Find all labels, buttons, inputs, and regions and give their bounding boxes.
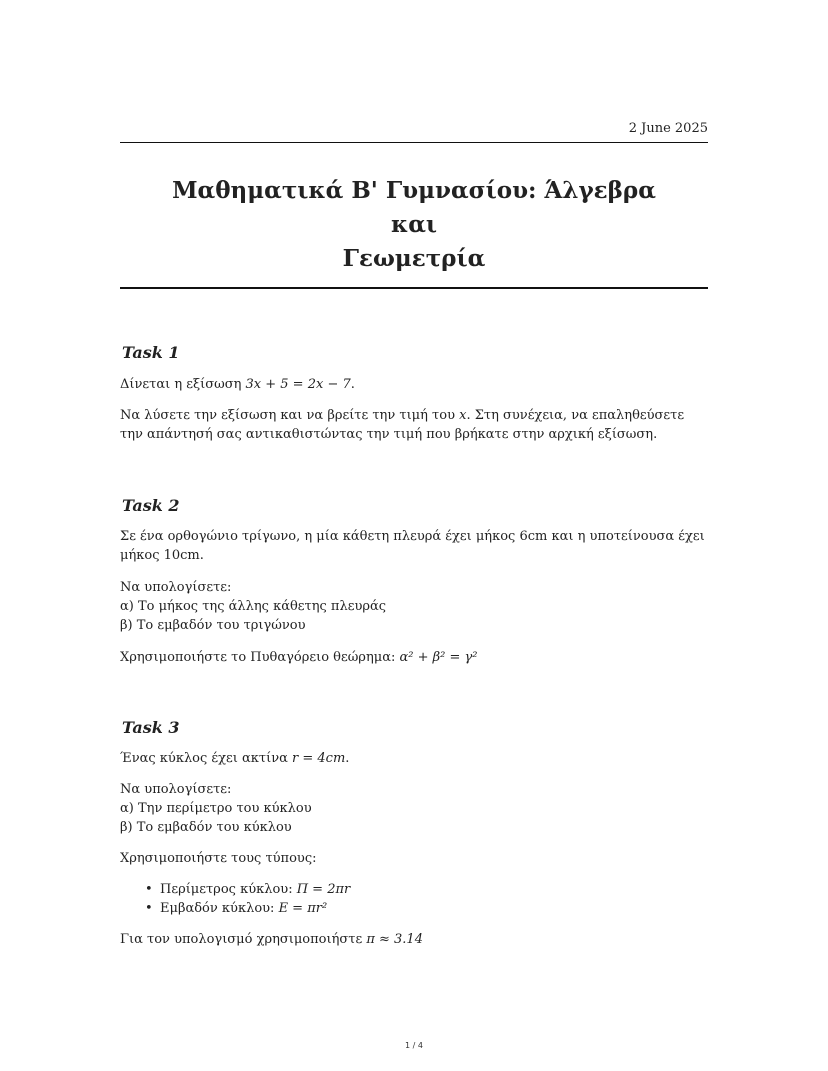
task-2-intro-b: και η υποτείνουσα έχει μήκος [120, 529, 705, 563]
task-2-side-length: 6cm [519, 529, 548, 544]
task-1-intro-text: Δίνεται η εξίσωση [120, 377, 246, 392]
task-1-intro [120, 375, 710, 394]
task-3-heading: Task 3 [122, 718, 180, 737]
page-number: 1 / 4 [405, 1041, 423, 1050]
task-2-hint [120, 648, 710, 667]
task-3-intro [120, 749, 710, 768]
task-2-intro-end: . [199, 548, 204, 563]
title-line-1: Μαθηματικά Β' Γυμνασίου: Άλγεβρα και [172, 177, 656, 238]
task-1-variable: x [459, 408, 467, 423]
task-2-item-a: α) Το μήκος της άλλης κάθετης πλευράς [120, 599, 387, 614]
task-3-item-b: β) Το εμβαδόν του κύκλου [120, 820, 292, 835]
task-3-formulas-intro: Χρησιμοποιήστε τους τύπους: [120, 851, 317, 866]
task-2-intro-a: Σε ένα ορθογώνιο τρίγωνο, η μία κάθετη πλευρά έχει μήκος [120, 529, 520, 544]
bullet-1-label: Περίμετρος κύκλου: [160, 882, 297, 897]
title-rule [120, 287, 708, 289]
title-line-2: Γεωμετρία [342, 245, 486, 272]
task-1-heading: Task 1 [122, 343, 180, 362]
pi-value: π ≈ 3.14 [366, 932, 423, 947]
task-1-body-a: Να λύσετε την εξίσωση και να βρείτε την τιμή του [120, 408, 460, 423]
task-3-questions [120, 780, 710, 837]
document-date: 2 June 2025 [628, 121, 708, 136]
list-item [140, 880, 700, 899]
task-3-radius: r = 4cm [292, 751, 346, 766]
task-2-ask: Να υπολογίσετε: [120, 580, 232, 595]
pi-note-text: Για τον υπολογισμό χρησιμοποιήστε [120, 932, 367, 947]
perimeter-formula: Π = 2πr [296, 882, 351, 897]
task-2-questions [120, 578, 710, 635]
task-2-formula: α² + β² = γ² [399, 650, 478, 665]
list-item [140, 899, 700, 918]
task-1-intro-end: . [350, 377, 355, 392]
bullet-2-label: Εμβαδόν κύκλου: [160, 901, 279, 916]
task-2-heading: Task 2 [122, 496, 180, 515]
task-3-formula-list [140, 880, 700, 918]
header-rule [120, 142, 708, 143]
task-2-item-b: β) Το εμβαδόν του τριγώνου [120, 618, 306, 633]
task-2-hypotenuse: 10cm [163, 548, 200, 563]
task-2-hint-text: Χρησιμοποιήστε το Πυθαγόρειο θεώρημα: [120, 650, 400, 665]
task-3-intro-a: Ένας κύκλος έχει ακτίνα [120, 751, 293, 766]
task-1-equation: 3x + 5 = 2x − 7 [245, 377, 351, 392]
document-title [150, 174, 678, 276]
task-3-intro-end: . [345, 751, 350, 766]
task-3-pi-note [120, 930, 710, 949]
task-1-body [120, 406, 710, 444]
area-formula: E = πr² [278, 901, 328, 916]
task-2-intro [120, 527, 710, 565]
task-1-body-b: . Στη συνέχεια, να επαληθεύσετε την απάντησή σας αντικαθιστώντας την τιμή που βρήκατε στην αρχική εξίσωση. [120, 408, 685, 442]
task-3-ask: Να υπολογίσετε: [120, 782, 232, 797]
task-3-item-a: α) Την περίμετρο του κύκλου [120, 801, 312, 816]
